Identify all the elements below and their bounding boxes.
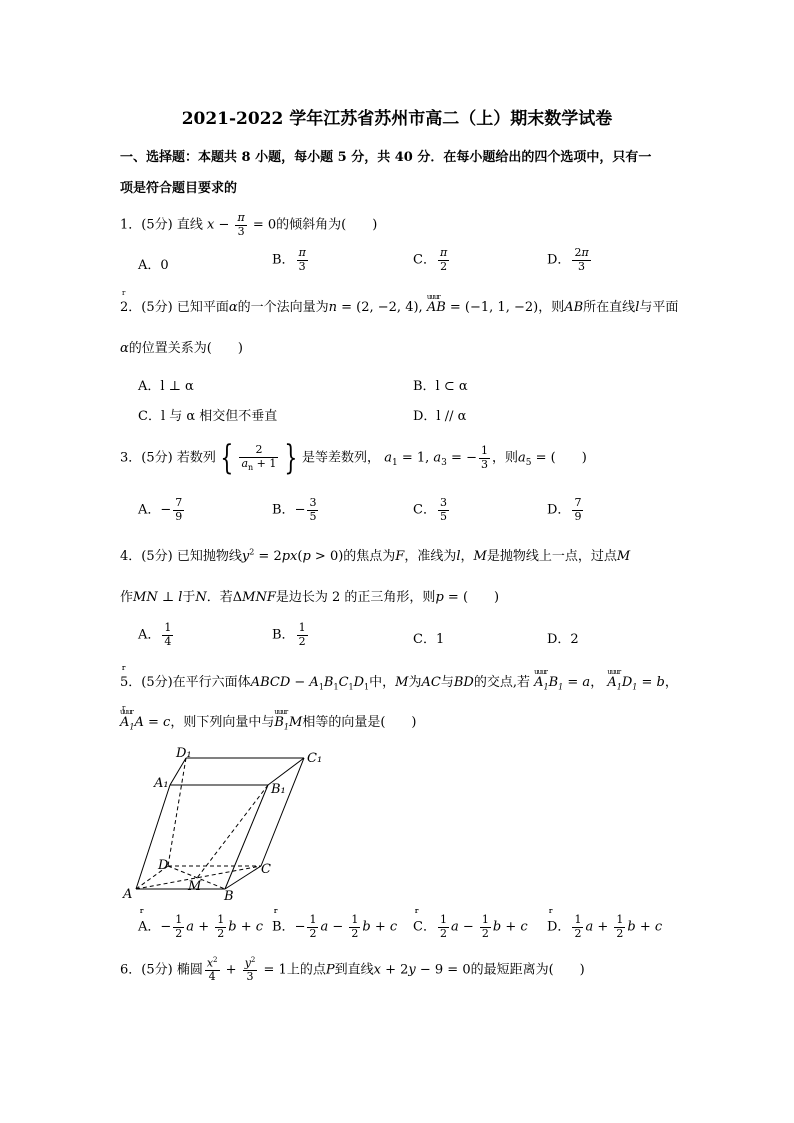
seg-b1m (197, 785, 268, 878)
edge-d1d (168, 758, 186, 866)
q1-option-c: C． $\frac{\pi}{2}$ (413, 246, 448, 273)
label-b1: B₁ (271, 782, 286, 797)
label-a1: A₁ (154, 776, 169, 791)
label-c: C (261, 862, 271, 877)
question-5: 5．(5分)在平行六面体ABCD − $A_1B_1C_1D_1$中，M为AC与BD的交点,若 uuur $A_1B_1 = r$ a， uuur $A_1D_1 = r$ b， (120, 671, 678, 692)
parallelepiped-figure (118, 745, 333, 905)
question-5-line2: uuur $A_1A = r$ c，则下列向量中与uuur $B_1M$相等的向量是( ) (120, 711, 416, 732)
q1-suffix: 的倾斜角为( ) (276, 217, 378, 233)
q2-option-a: A．l ⊥ α (138, 379, 194, 394)
q1-option-d: D． $\frac{2\pi}{3}$ (547, 246, 589, 273)
q1-option-b: B． $\frac{\pi}{3}$ (272, 246, 306, 273)
question-4: 4．(5分) 已知抛物线$y^2 = 2px(p > 0)$的焦点为F，准线为l，M是抛物线上一点，过点M (120, 547, 631, 564)
q2-option-c: C．l 与 α 相交但不垂直 (138, 409, 278, 424)
q2-option-b: B．l ⊂ α (413, 379, 468, 394)
section-heading-line2: 项是符合题目要求的 (120, 181, 238, 196)
label-a: A (123, 887, 133, 902)
edge-a1d1 (170, 758, 186, 785)
q1-option-a: A．0 (138, 258, 169, 273)
q2-option-d: D．l // α (413, 409, 467, 424)
question-2: 2．(5分) 已知平面α的一个法向量为r n = (2, −2, 4), uuur AB = (−1, 1, −2)，则AB所在直线l与平面 (120, 296, 678, 315)
question-1: 1．(5分) 直线 x − $\frac{\pi}{3}$ = 0的倾斜角为( ) (120, 211, 378, 238)
edge-a1a (136, 785, 170, 889)
q5-option-d: D． $\frac{1}{2}$ r a + $\frac{1}{2}$ r b + r c (547, 914, 662, 940)
q4-option-b: B． $\frac{1}{2}$ (272, 621, 306, 648)
question-2-line2: α的位置关系为( ) (120, 341, 243, 356)
q4-option-c: C．1 (413, 632, 445, 647)
q3-option-b: B．− $\frac{3}{5}$ (272, 496, 317, 523)
question-6: 6．(5分) 椭圆 $\frac{x^2}{4}$ + $\frac{y^2}{3}$ = 1上的点P到直线x + 2y − 9 = 0的最短距离为( ) (120, 956, 585, 984)
q4-option-d: D．2 (547, 632, 579, 647)
q1-prefix: 1．(5分) 直线 (120, 217, 203, 233)
question-4-line2: 作MN ⊥ l于N．若ΔMNF是边长为 2 的正三角形，则p = ( ) (120, 590, 500, 605)
q4-option-a: A． $\frac{1}{4}$ (138, 621, 172, 648)
q3-option-c: C． $\frac{3}{5}$ (413, 496, 447, 523)
q3-option-a: A．− $\frac{7}{9}$ (138, 496, 183, 523)
question-3: 3．(5分) 若数列 { $\frac{2}{a_n + 1}$ } 是等差数列， $a_1 = 1$, $a_3$ = − $\frac{1}{3}$ ，则$a_5$ = ( ) (120, 438, 587, 478)
label-d1: D₁ (176, 746, 192, 761)
q5-option-a: A．− $\frac{1}{2}$ r a + $\frac{1}{2}$ r b + r c (138, 914, 263, 940)
label-d: D (158, 858, 169, 873)
label-c1: C₁ (307, 751, 323, 766)
label-m: M (188, 879, 202, 894)
section-heading-line1: 一、选择题：本题共 8 小题，每小题 5 分，共 40 分．在每小题给出的四个选项中，只有一 (120, 150, 652, 165)
page-title: 2021-2022 学年江苏省苏州市高二（上）期末数学试卷 (181, 109, 613, 129)
q5-option-c: C． $\frac{1}{2}$ r a − $\frac{1}{2}$ r b + r c (413, 914, 528, 940)
label-b: B (224, 889, 234, 904)
q5-option-b: B．− $\frac{1}{2}$ r a − $\frac{1}{2}$ r b + r c (272, 914, 397, 940)
q3-option-d: D． $\frac{7}{9}$ (547, 496, 582, 523)
